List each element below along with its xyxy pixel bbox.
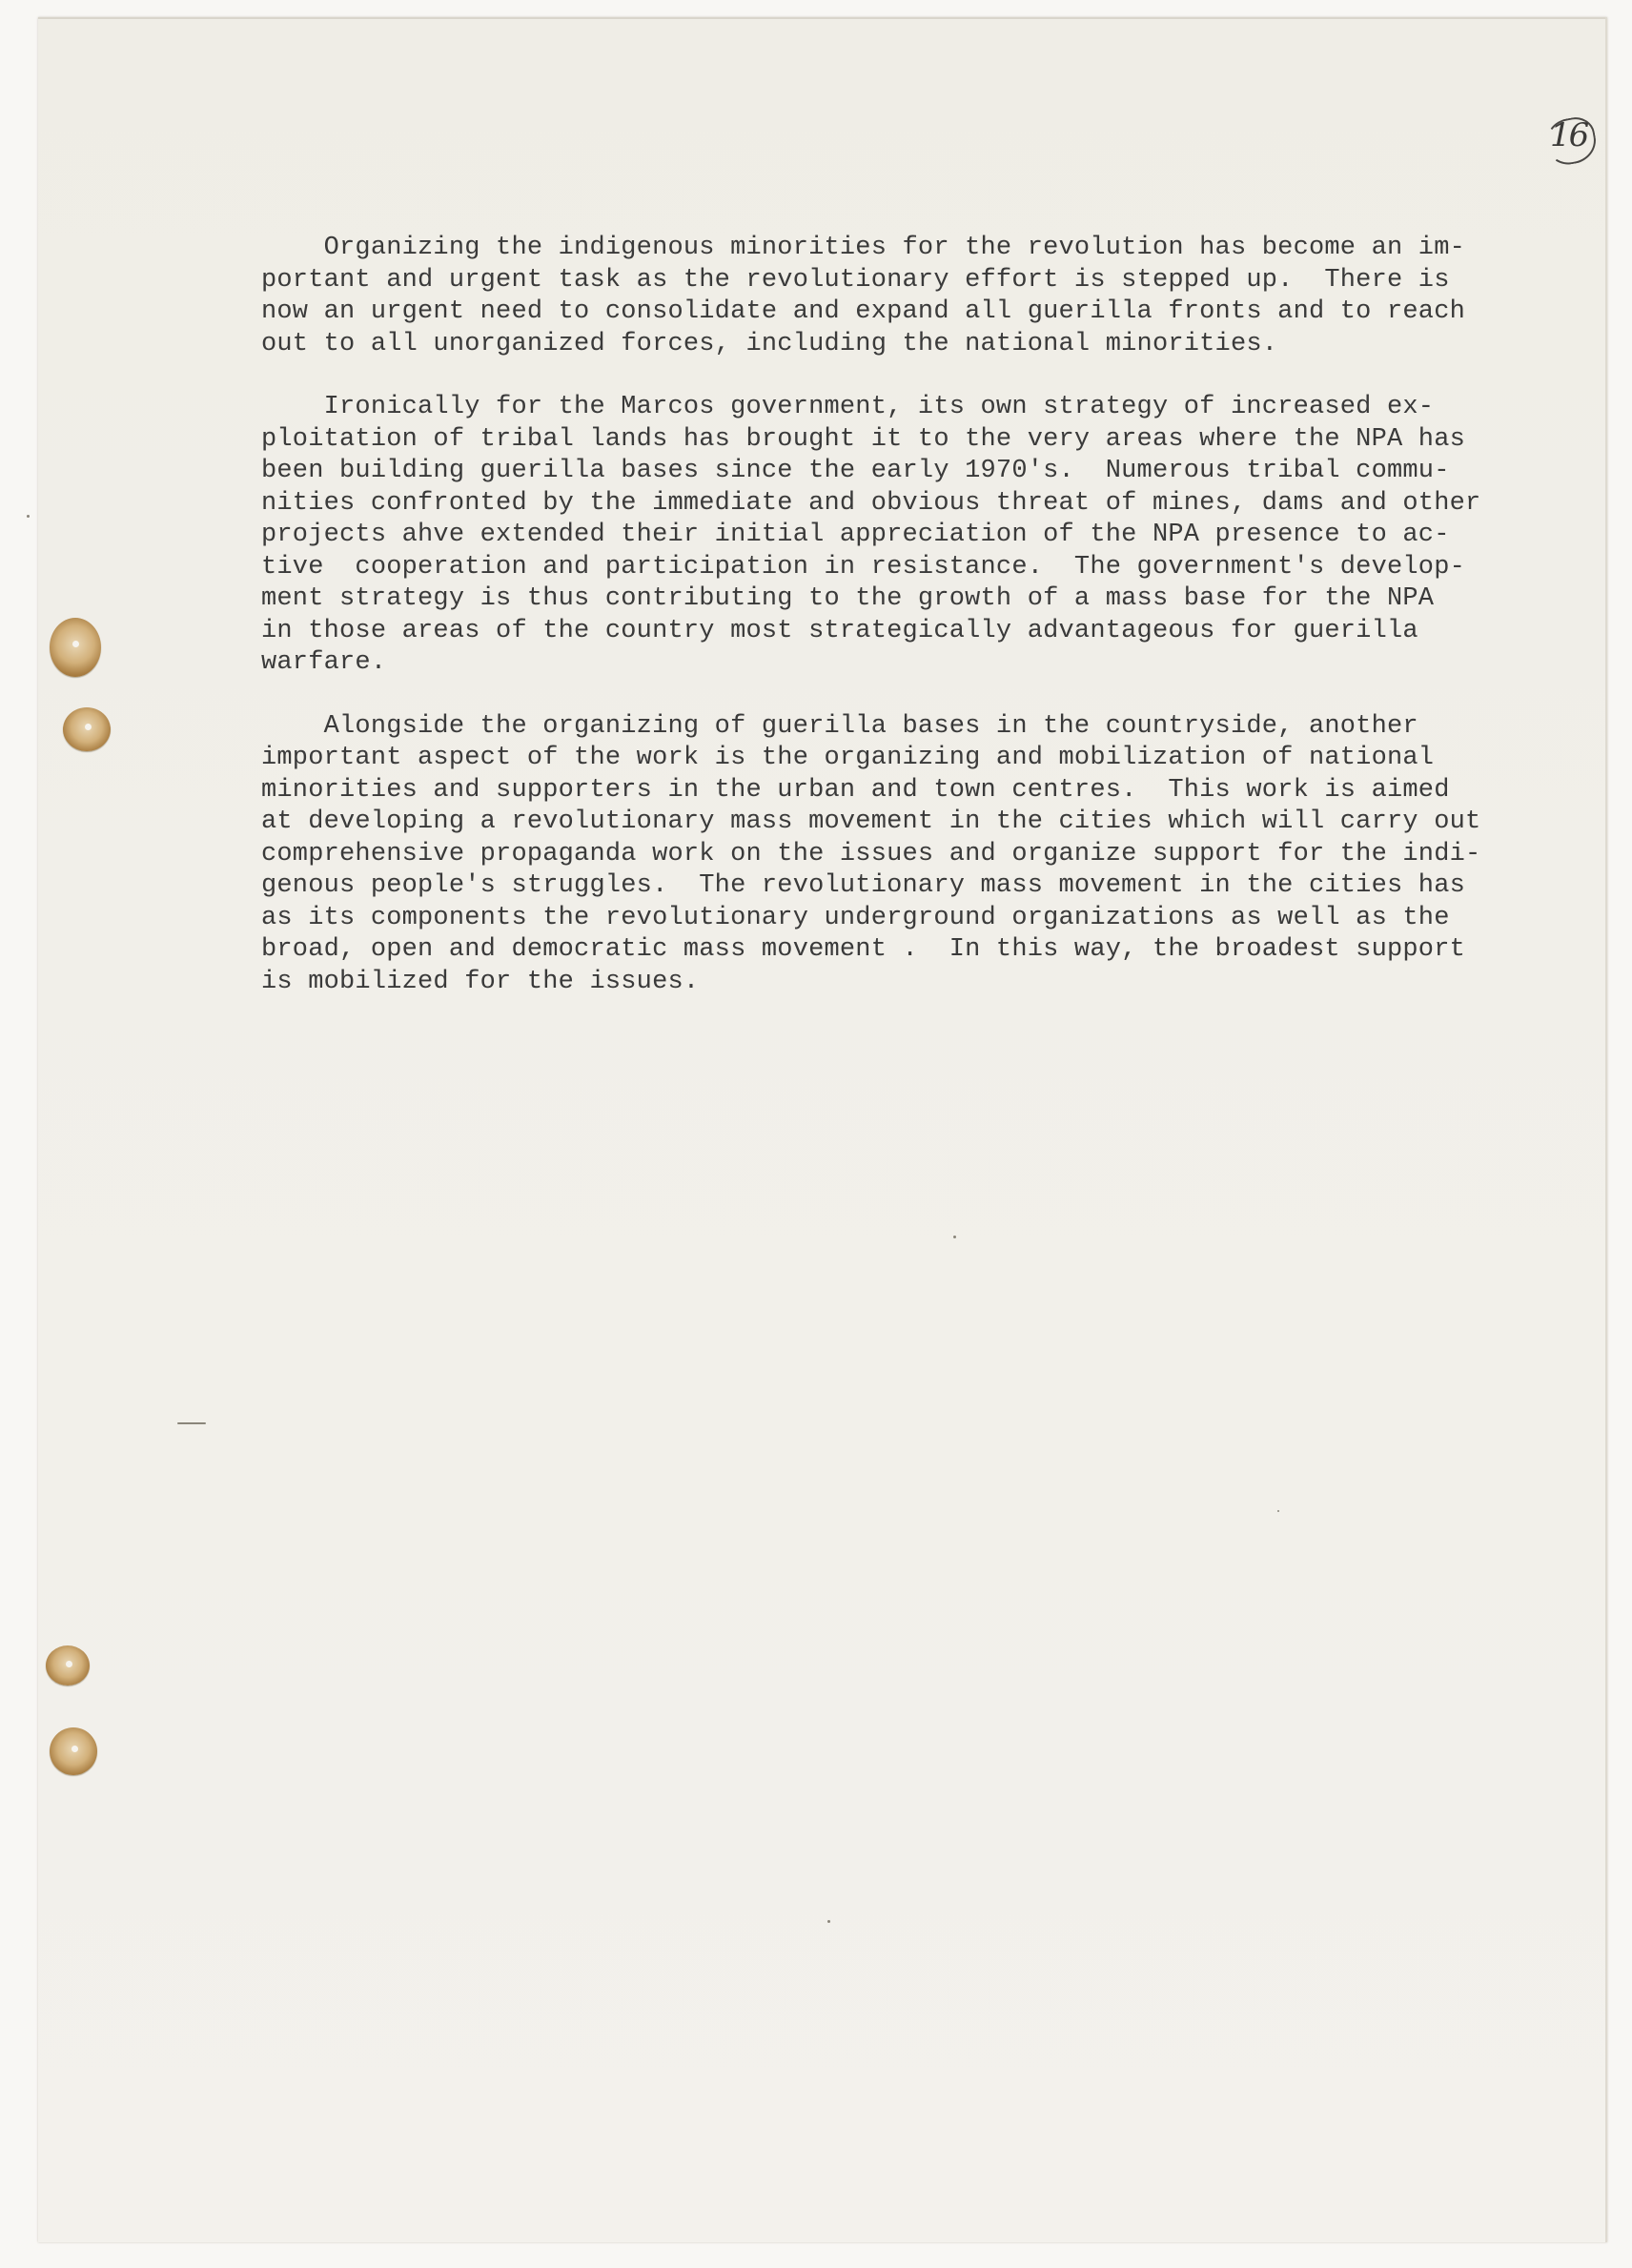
sheet-right-edge: [1605, 17, 1607, 2242]
sheet-top-edge: [38, 17, 1607, 19]
paper-speck: [953, 1236, 956, 1238]
punch-hole-icon: [50, 618, 101, 677]
text-line: out to all unorganized forces, including the national minorities.: [261, 329, 1278, 358]
text-line: been building guerilla bases since the early 1970's. Numerous tribal commu-: [261, 457, 1450, 485]
punch-hole-icon: [46, 1645, 90, 1686]
text-line: now an urgent need to consolidate and expand all guerilla fronts and to reach: [261, 297, 1466, 326]
text-line: Alongside the organizing of guerilla bases in the countryside, another: [261, 711, 1418, 741]
paper-speck: [177, 1422, 206, 1424]
paper-speck: [27, 515, 30, 518]
paper-speck: [827, 1920, 830, 1923]
text-line: is mobilized for the issues.: [261, 967, 700, 996]
text-line: ment strategy is thus contributing to the growth of a mass base for the NPA: [261, 584, 1435, 613]
text-line: as its components the revolutionary underground organizations as well as the: [261, 903, 1450, 932]
paragraph: [261, 233, 1520, 360]
paragraph: [261, 711, 1520, 999]
text-line: Organizing the indigenous minorities for the revolution has become an im-: [261, 234, 1466, 262]
paragraph: [261, 392, 1520, 680]
text-line: portant and urgent task as the revolutionary effort is stepped up. There is: [261, 265, 1450, 295]
text-line: important aspect of the work is the organizing and mobilization of national: [261, 744, 1435, 772]
text-line: nities confronted by the immediate and obvious threat of mines, dams and other: [261, 488, 1481, 518]
text-line: in those areas of the country most strategically advantageous for guerilla: [261, 616, 1418, 645]
punch-hole-icon: [50, 1727, 97, 1775]
text-line: Ironically for the Marcos government, its own strategy of increased ex-: [261, 393, 1435, 421]
text-line: ploitation of tribal lands has brought it to the very areas where the NPA has: [261, 424, 1466, 454]
typed-body-text: [261, 233, 1520, 1030]
text-line: warfare.: [261, 648, 387, 677]
punch-hole-icon: [63, 707, 111, 751]
text-line: minorities and supporters in the urban and town centres. This work is aimed: [261, 775, 1450, 805]
page-number: 16: [1550, 116, 1588, 154]
text-line: at developing a revolutionary mass movement in the cities which will carry out: [261, 807, 1481, 836]
text-line: comprehensive propaganda work on the issues and organize support for the indi-: [261, 839, 1481, 868]
text-line: broad, open and democratic mass movement . In this way, the broadest support: [261, 935, 1466, 964]
paper-speck: [1277, 1510, 1279, 1512]
text-line: genous people's struggles. The revolutionary mass movement in the cities has: [261, 871, 1466, 900]
text-line: projects ahve extended their initial appreciation of the NPA presence to ac-: [261, 521, 1450, 549]
text-line: tive cooperation and participation in resistance. The government's develop-: [261, 552, 1466, 582]
